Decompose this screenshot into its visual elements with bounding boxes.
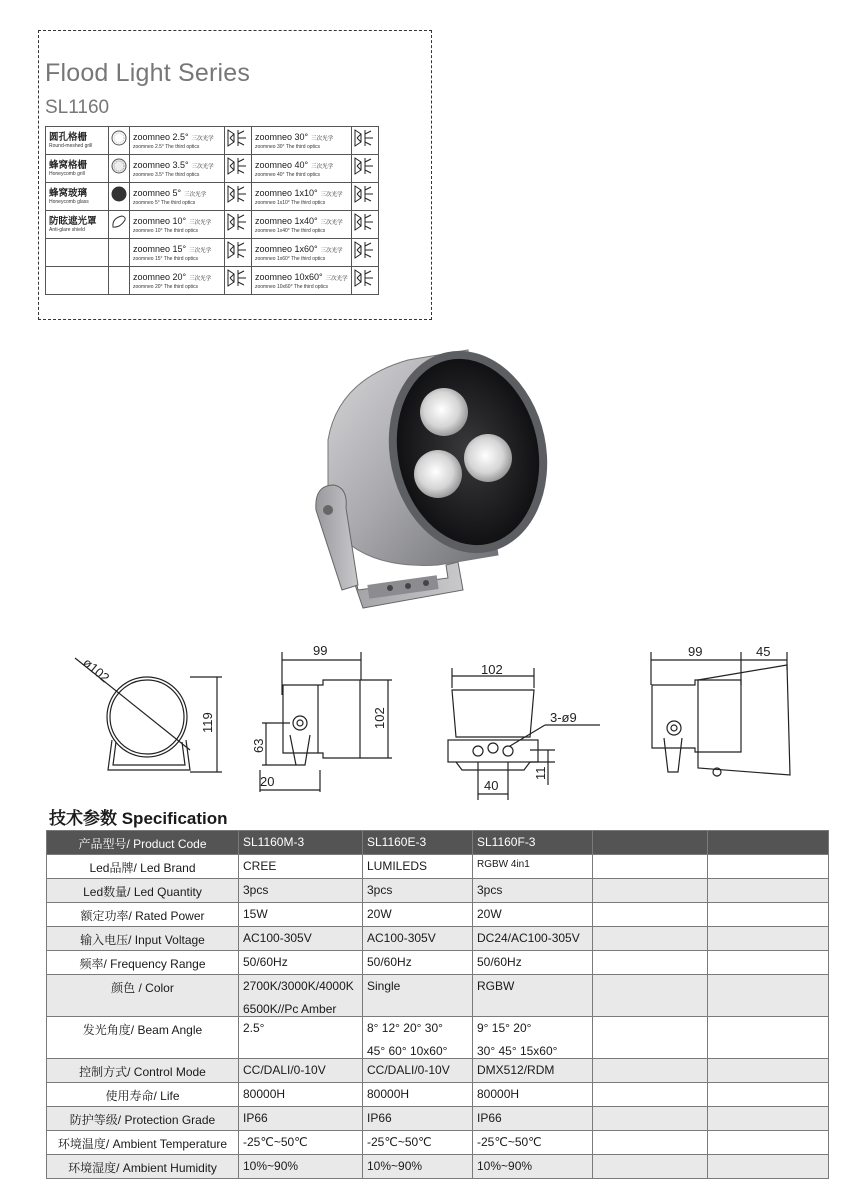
spec-value-e-line1: 8° 12° 20° 30° bbox=[367, 1021, 443, 1035]
dim-side-width: 99 bbox=[313, 643, 328, 658]
spec-value-m-line1: 3pcs bbox=[243, 883, 269, 897]
lens-tag: 三次光学 bbox=[191, 135, 214, 142]
spec-value-e bbox=[363, 1083, 473, 1107]
lens-tag: 三次光学 bbox=[184, 191, 207, 198]
spec-row bbox=[47, 951, 829, 975]
lens-option bbox=[252, 267, 352, 295]
optics-panel bbox=[38, 30, 432, 320]
spec-value-e-line1: Single bbox=[367, 979, 401, 993]
technical-drawings bbox=[0, 640, 863, 800]
spec-value-m bbox=[239, 1059, 363, 1083]
spec-label: 环境湿度/ Ambient Humidity bbox=[47, 1155, 239, 1179]
optics-symbol-icon bbox=[225, 239, 252, 267]
honeycomb-icon bbox=[109, 155, 130, 183]
spec-empty-cell bbox=[708, 1017, 829, 1059]
spec-model-f: SL1160F-3 bbox=[473, 831, 593, 855]
spec-value-m-line1: 10%~90% bbox=[243, 1159, 299, 1173]
spec-label: 发光角度/ Beam Angle bbox=[47, 1017, 239, 1059]
spec-value-e bbox=[363, 1059, 473, 1083]
spec-value-m bbox=[239, 1083, 363, 1107]
spec-empty-cell bbox=[708, 831, 829, 855]
spec-value-e bbox=[363, 903, 473, 927]
lens-subtitle: zoomneo 40° The third optics bbox=[255, 171, 320, 178]
spec-header-label: 产品型号/ Product Code bbox=[47, 831, 239, 855]
spec-value-f-line1: 9° 15° 20° bbox=[477, 1021, 532, 1035]
spec-value-f bbox=[473, 1131, 593, 1155]
spec-value-e-line1: CC/DALI/0-10V bbox=[367, 1063, 450, 1077]
spec-value-e-line1: 50/60Hz bbox=[367, 955, 412, 969]
optics-row bbox=[46, 267, 379, 295]
accessory-en: Honeycomb glass bbox=[49, 198, 89, 205]
lens-subtitle: zoomneo 15° The third optics bbox=[133, 255, 198, 262]
spec-row bbox=[47, 1017, 829, 1059]
lens-option bbox=[252, 155, 352, 183]
accessory-en: Honeycomb grill bbox=[49, 170, 85, 177]
spec-value-f-line1: RGBW bbox=[477, 979, 515, 993]
accessory-label bbox=[46, 183, 109, 211]
spec-value-f bbox=[473, 927, 593, 951]
lens-tag: 三次光学 bbox=[320, 219, 343, 226]
lens-option bbox=[252, 239, 352, 267]
spec-empty-cell bbox=[593, 927, 708, 951]
dim-top-holes: 3-ø9 bbox=[550, 710, 577, 725]
spec-value-f bbox=[473, 1107, 593, 1131]
lens-title: zoomneo 20° bbox=[133, 271, 187, 282]
lens-subtitle: zoomneo 3.5° The third optics bbox=[133, 171, 200, 178]
accessory-en: Round-meshed grill bbox=[49, 142, 93, 149]
spec-row bbox=[47, 903, 829, 927]
spec-row bbox=[47, 879, 829, 903]
spec-value-m bbox=[239, 951, 363, 975]
spec-empty-cell bbox=[593, 1155, 708, 1179]
spec-row bbox=[47, 1107, 829, 1131]
spec-empty-cell bbox=[593, 855, 708, 879]
dim-side-base: 20 bbox=[260, 774, 275, 789]
spec-value-m bbox=[239, 927, 363, 951]
dim-shield-width: 99 bbox=[688, 644, 703, 659]
spec-value-e-line1: AC100-305V bbox=[367, 931, 436, 945]
spec-label: 颜色 / Color bbox=[47, 975, 239, 1017]
spec-value-m-line1: CREE bbox=[243, 859, 277, 873]
spec-value-f bbox=[473, 1017, 593, 1059]
spec-empty-cell bbox=[708, 951, 829, 975]
spec-label: 控制方式/ Control Mode bbox=[47, 1059, 239, 1083]
spec-empty-cell bbox=[593, 879, 708, 903]
optics-symbol-icon bbox=[351, 127, 378, 155]
spec-value-f-line1: 3pcs bbox=[477, 883, 503, 897]
honeycomb-glass-icon bbox=[109, 183, 130, 211]
lens-option bbox=[130, 267, 225, 295]
lens-subtitle: zoomneo 10° The third optics bbox=[133, 227, 198, 234]
lens-title: zoomneo 10° bbox=[133, 215, 187, 226]
spec-model-e: SL1160E-3 bbox=[363, 831, 473, 855]
spec-value-f-line1: DMX512/RDM bbox=[477, 1063, 555, 1077]
spec-value-e bbox=[363, 951, 473, 975]
accessory-zh: 防眩遮光罩 bbox=[49, 215, 97, 227]
lens-tag: 三次光学 bbox=[320, 247, 343, 254]
spec-value-e bbox=[363, 975, 473, 1017]
optics-symbol-icon bbox=[225, 183, 252, 211]
spec-value-e bbox=[363, 1155, 473, 1179]
spec-value-e-line1: IP66 bbox=[367, 1111, 392, 1125]
optics-row bbox=[46, 183, 379, 211]
spec-value-f bbox=[473, 879, 593, 903]
lens-option bbox=[252, 183, 352, 211]
dim-top-thickness: 11 bbox=[533, 766, 548, 780]
spec-empty-cell bbox=[593, 1017, 708, 1059]
spec-label: 频率/ Frequency Range bbox=[47, 951, 239, 975]
spec-empty-cell bbox=[708, 879, 829, 903]
lens-option bbox=[130, 211, 225, 239]
lens-subtitle: zoomneo 10x60° The third optics bbox=[255, 283, 329, 290]
spec-model-m: SL1160M-3 bbox=[239, 831, 363, 855]
spec-label: Led品牌/ Led Brand bbox=[47, 855, 239, 879]
spec-label: 使用寿命/ Life bbox=[47, 1083, 239, 1107]
lens-tag: 三次光学 bbox=[189, 247, 212, 254]
spec-value-e-line1: 3pcs bbox=[367, 883, 393, 897]
spec-value-m-line2: 6500K//Pc Amber bbox=[243, 1002, 337, 1016]
spec-value-f-line2: 30° 45° 15x60° bbox=[477, 1044, 558, 1058]
spec-value-f-line1: 50/60Hz bbox=[477, 955, 522, 969]
spec-value-f bbox=[473, 903, 593, 927]
spec-value-m bbox=[239, 1131, 363, 1155]
accessory-label bbox=[46, 211, 109, 239]
spec-empty-cell bbox=[593, 1083, 708, 1107]
lens-subtitle: zoomneo 30° The third optics bbox=[255, 143, 320, 150]
spec-empty-cell bbox=[593, 1131, 708, 1155]
lens-title: zoomneo 1x60° bbox=[255, 243, 318, 254]
spec-value-m-line1: 80000H bbox=[243, 1087, 286, 1101]
lens-subtitle: zoomneo 20° The third optics bbox=[133, 283, 198, 290]
spec-value-e-line2: 45° 60° 10x60° bbox=[367, 1044, 448, 1058]
spec-value-m-line1: IP66 bbox=[243, 1111, 268, 1125]
lens-title: zoomneo 5° bbox=[133, 187, 182, 198]
spec-value-f bbox=[473, 951, 593, 975]
spec-row bbox=[47, 1131, 829, 1155]
dim-shield-extension: 45 bbox=[756, 644, 771, 659]
spec-value-m bbox=[239, 1107, 363, 1131]
spec-value-m-line1: CC/DALI/0-10V bbox=[243, 1063, 326, 1077]
accessory-zh: 蜂窝格栅 bbox=[49, 159, 88, 171]
optics-symbol-icon bbox=[351, 211, 378, 239]
spec-value-e-line1: 10%~90% bbox=[367, 1159, 423, 1173]
spec-value-m bbox=[239, 855, 363, 879]
spec-value-f-line1: -25℃~50℃ bbox=[477, 1135, 542, 1149]
lens-subtitle: zoomneo 1x60° The third optics bbox=[255, 255, 326, 262]
empty-cell bbox=[109, 267, 130, 295]
optics-symbol-icon bbox=[225, 211, 252, 239]
lens-title: zoomneo 1x40° bbox=[255, 215, 318, 226]
optics-table bbox=[45, 126, 379, 295]
spec-value-m-line1: 2700K/3000K/4000K bbox=[243, 979, 354, 993]
dim-front-diameter: ø102 bbox=[80, 654, 113, 686]
spec-empty-cell bbox=[593, 951, 708, 975]
spec-value-f-line1: 10%~90% bbox=[477, 1159, 533, 1173]
spec-value-m bbox=[239, 1155, 363, 1179]
model-code: SL1160 bbox=[45, 97, 110, 118]
empty-cell bbox=[46, 239, 109, 267]
lens-option bbox=[130, 155, 225, 183]
lens-title: zoomneo 30° bbox=[255, 131, 309, 142]
optics-symbol-icon bbox=[351, 267, 378, 295]
accessory-label bbox=[46, 127, 109, 155]
lens-option bbox=[130, 127, 225, 155]
optics-symbol-icon bbox=[225, 267, 252, 295]
optics-row bbox=[46, 127, 379, 155]
accessory-zh: 圆孔格栅 bbox=[49, 131, 88, 143]
spec-value-f bbox=[473, 975, 593, 1017]
spec-value-f-line1: 20W bbox=[477, 907, 502, 921]
optics-row bbox=[46, 239, 379, 267]
lens-title: zoomneo 40° bbox=[255, 159, 309, 170]
spec-value-m-line1: -25℃~50℃ bbox=[243, 1135, 308, 1149]
lens-tag: 三次光学 bbox=[320, 191, 343, 198]
optics-symbol-icon bbox=[351, 239, 378, 267]
spec-value-e-line1: -25℃~50℃ bbox=[367, 1135, 432, 1149]
spec-label: Led数量/ Led Quantity bbox=[47, 879, 239, 903]
dim-front-height: 119 bbox=[200, 712, 215, 733]
spec-value-e bbox=[363, 927, 473, 951]
optics-symbol-icon bbox=[225, 127, 252, 155]
lens-tag: 三次光学 bbox=[189, 219, 212, 226]
spec-value-e-line1: 20W bbox=[367, 907, 392, 921]
spec-empty-cell bbox=[708, 975, 829, 1017]
round-mesh-icon bbox=[109, 127, 130, 155]
lens-option bbox=[252, 127, 352, 155]
spec-label: 输入电压/ Input Voltage bbox=[47, 927, 239, 951]
spec-value-m-line1: 2.5° bbox=[243, 1021, 265, 1035]
spec-value-f-line1: 80000H bbox=[477, 1087, 520, 1101]
spec-label: 额定功率/ Rated Power bbox=[47, 903, 239, 927]
dim-top-width: 102 bbox=[481, 662, 503, 677]
spec-value-f bbox=[473, 1059, 593, 1083]
spec-value-e bbox=[363, 1107, 473, 1131]
optics-symbol-icon bbox=[351, 183, 378, 211]
spec-value-e bbox=[363, 1131, 473, 1155]
optics-row bbox=[46, 211, 379, 239]
lens-title: zoomneo 15° bbox=[133, 243, 187, 254]
spec-empty-cell bbox=[593, 1059, 708, 1083]
empty-cell bbox=[46, 267, 109, 295]
spec-value-f-line1: DC24/AC100-305V bbox=[477, 931, 580, 945]
spec-value-e-line1: LUMILEDS bbox=[367, 859, 428, 873]
lens-option bbox=[130, 239, 225, 267]
spec-empty-cell bbox=[708, 855, 829, 879]
spec-value-f bbox=[473, 855, 593, 879]
spec-value-f bbox=[473, 1083, 593, 1107]
spec-value-m bbox=[239, 879, 363, 903]
spec-label: 防护等级/ Protection Grade bbox=[47, 1107, 239, 1131]
spec-value-e bbox=[363, 879, 473, 903]
spec-value-m bbox=[239, 1017, 363, 1059]
lens-tag: 三次光学 bbox=[311, 163, 334, 170]
spec-value-m-line1: 50/60Hz bbox=[243, 955, 288, 969]
lens-subtitle: zoomneo 5° The third optics bbox=[133, 199, 196, 206]
spec-value-e-line1: 80000H bbox=[367, 1087, 410, 1101]
spec-empty-cell bbox=[708, 1155, 829, 1179]
spec-row bbox=[47, 855, 829, 879]
lens-subtitle: zoomneo 2.5° The third optics bbox=[133, 143, 200, 150]
lens-title: zoomneo 10x60° bbox=[255, 271, 323, 282]
lens-subtitle: zoomneo 1x10° The third optics bbox=[255, 199, 326, 206]
spec-empty-cell bbox=[708, 1107, 829, 1131]
spec-value-e bbox=[363, 855, 473, 879]
product-image bbox=[298, 340, 558, 620]
spec-empty-cell bbox=[593, 903, 708, 927]
dim-top-base: 40 bbox=[484, 778, 499, 793]
lens-tag: 三次光学 bbox=[191, 163, 214, 170]
dim-side-mount: 63 bbox=[251, 738, 266, 753]
spec-empty-cell bbox=[708, 1083, 829, 1107]
spec-value-m-line1: AC100-305V bbox=[243, 931, 312, 945]
anti-glare-shield-icon bbox=[109, 211, 130, 239]
spec-heading: 技术参数 Specification bbox=[49, 809, 228, 828]
accessory-zh: 蜂窝玻璃 bbox=[49, 187, 88, 199]
spec-table bbox=[46, 830, 829, 1179]
spec-row bbox=[47, 1059, 829, 1083]
spec-value-f-line1: IP66 bbox=[477, 1111, 502, 1125]
spec-row bbox=[47, 1083, 829, 1107]
lens-tag: 三次光学 bbox=[311, 135, 334, 142]
accessory-label bbox=[46, 155, 109, 183]
lens-title: zoomneo 3.5° bbox=[133, 159, 189, 170]
spec-empty-cell bbox=[708, 1131, 829, 1155]
spec-row bbox=[47, 927, 829, 951]
spec-empty-cell bbox=[593, 975, 708, 1017]
spec-value-f bbox=[473, 1155, 593, 1179]
spec-empty-cell bbox=[708, 1059, 829, 1083]
lens-tag: 三次光学 bbox=[325, 275, 348, 282]
lens-option bbox=[130, 183, 225, 211]
lens-option bbox=[252, 211, 352, 239]
spec-empty-cell bbox=[593, 831, 708, 855]
spec-value-e bbox=[363, 1017, 473, 1059]
lens-title: zoomneo 2.5° bbox=[133, 131, 189, 142]
lens-tag: 三次光学 bbox=[189, 275, 212, 282]
spec-empty-cell bbox=[593, 1107, 708, 1131]
spec-header-row bbox=[47, 831, 829, 855]
accessory-en: Anti-glare shield bbox=[49, 226, 85, 233]
optics-row bbox=[46, 155, 379, 183]
spec-label: 环境温度/ Ambient Temperature bbox=[47, 1131, 239, 1155]
dim-side-body: 102 bbox=[372, 707, 387, 729]
spec-row bbox=[47, 1155, 829, 1179]
series-title: Flood Light Series bbox=[45, 59, 251, 87]
empty-cell bbox=[109, 239, 130, 267]
optics-symbol-icon bbox=[225, 155, 252, 183]
spec-empty-cell bbox=[708, 903, 829, 927]
lens-subtitle: zoomneo 1x40° The third optics bbox=[255, 227, 326, 234]
spec-value-m bbox=[239, 903, 363, 927]
optics-symbol-icon bbox=[351, 155, 378, 183]
spec-value-m bbox=[239, 975, 363, 1017]
spec-row bbox=[47, 975, 829, 1017]
spec-empty-cell bbox=[708, 927, 829, 951]
spec-value-f-line1: RGBW 4in1 bbox=[477, 859, 530, 870]
lens-title: zoomneo 1x10° bbox=[255, 187, 318, 198]
spec-value-m-line1: 15W bbox=[243, 907, 268, 921]
